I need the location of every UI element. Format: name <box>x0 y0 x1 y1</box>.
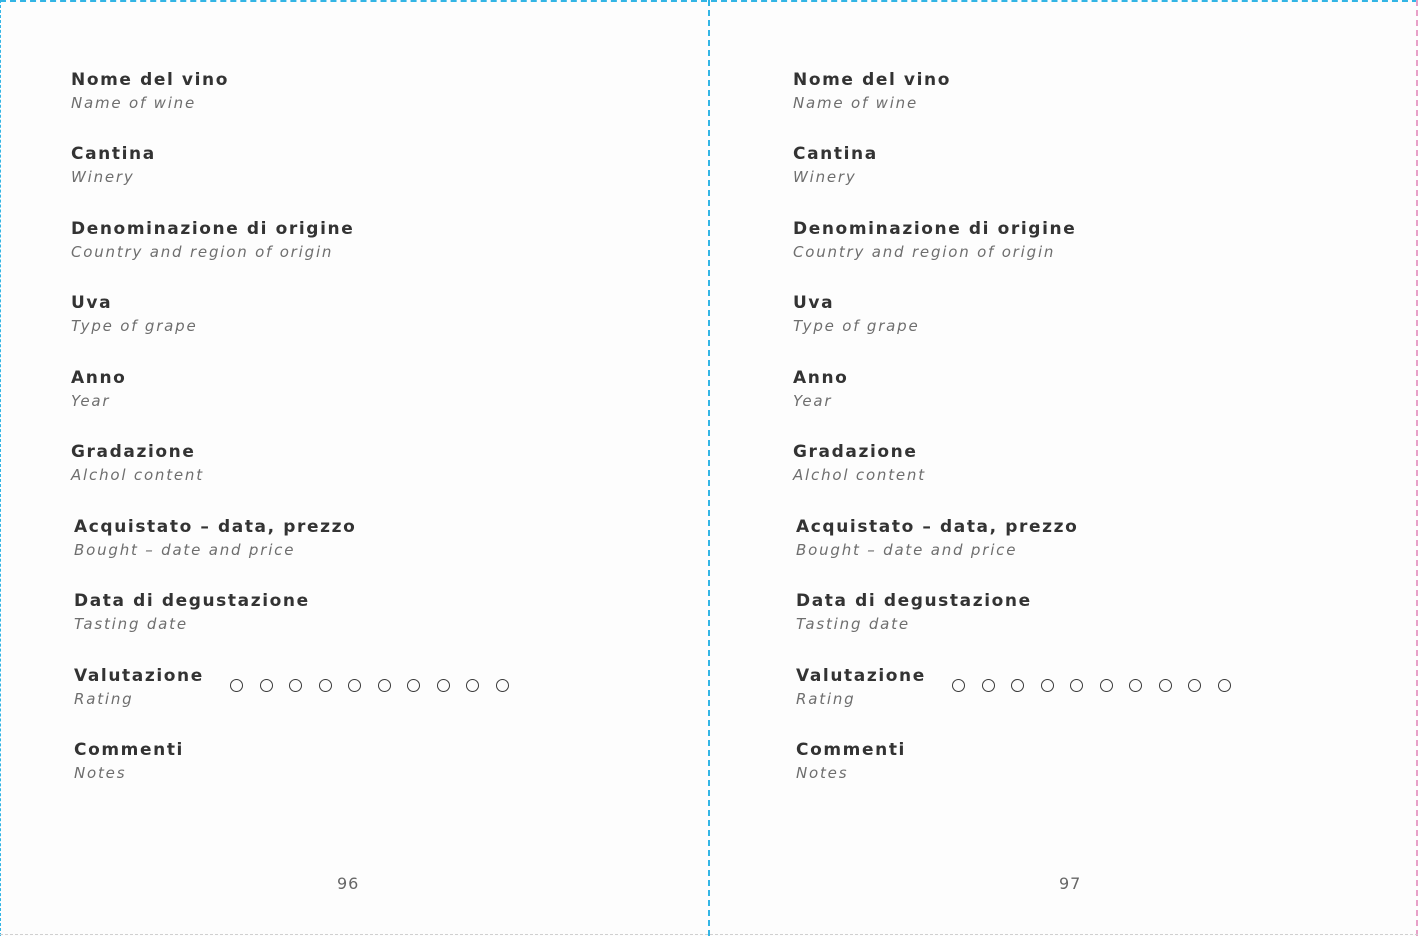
rating-circle-3[interactable] <box>289 679 302 692</box>
field-alcohol <box>793 441 926 485</box>
field-wine-name <box>793 69 951 113</box>
field-label: Anno <box>793 368 849 388</box>
field-label: Anno <box>71 368 127 388</box>
rating-circles <box>952 679 1231 692</box>
rating-circle-8[interactable] <box>1159 679 1172 692</box>
field-sublabel: Rating <box>74 690 134 708</box>
field-sublabel: Alchol content <box>71 466 204 484</box>
rating-circle-7[interactable] <box>407 679 420 692</box>
field-sublabel: Tasting date <box>74 615 188 633</box>
field-origin <box>793 218 1076 262</box>
field-label: Gradazione <box>793 442 918 462</box>
field-label: Cantina <box>793 144 878 164</box>
field-year <box>71 367 126 411</box>
rating-circle-10[interactable] <box>1218 679 1231 692</box>
rating-circle-4[interactable] <box>1041 679 1054 692</box>
field-label: Gradazione <box>71 442 196 462</box>
field-sublabel: Name of wine <box>71 94 197 112</box>
field-tasting-date <box>74 590 310 634</box>
field-label: Nome del vino <box>71 70 230 90</box>
rating-circle-6[interactable] <box>1100 679 1113 692</box>
rating-circle-6[interactable] <box>378 679 391 692</box>
rating-circle-5[interactable] <box>1070 679 1083 692</box>
field-winery <box>71 143 156 187</box>
rating-circle-2[interactable] <box>982 679 995 692</box>
field-sublabel: Notes <box>796 764 849 782</box>
field-alcohol <box>71 441 204 485</box>
page-right <box>710 0 1418 936</box>
rating-circle-9[interactable] <box>466 679 479 692</box>
page-number: 96 <box>337 874 360 893</box>
rating-circle-5[interactable] <box>348 679 361 692</box>
rating-circle-1[interactable] <box>230 679 243 692</box>
field-bought <box>796 516 1078 560</box>
field-winery <box>793 143 878 187</box>
rating-circle-8[interactable] <box>437 679 450 692</box>
field-label: Data di degustazione <box>796 591 1032 611</box>
field-notes <box>74 739 184 783</box>
rating-circles <box>230 679 509 692</box>
field-sublabel: Bought – date and price <box>74 541 296 559</box>
field-sublabel: Year <box>71 392 111 410</box>
field-label: Valutazione <box>74 666 204 686</box>
field-sublabel: Notes <box>74 764 127 782</box>
field-label: Data di degustazione <box>74 591 310 611</box>
field-label: Cantina <box>71 144 156 164</box>
field-grape <box>71 292 198 336</box>
field-sublabel: Year <box>793 392 833 410</box>
field-sublabel: Alchol content <box>793 466 926 484</box>
field-label: Uva <box>71 293 113 313</box>
field-rating <box>74 665 204 709</box>
field-tasting-date <box>796 590 1032 634</box>
field-sublabel: Bought – date and price <box>796 541 1018 559</box>
field-label: Valutazione <box>796 666 926 686</box>
field-sublabel: Name of wine <box>793 94 919 112</box>
field-sublabel: Type of grape <box>793 317 920 335</box>
field-bought <box>74 516 356 560</box>
field-label: Commenti <box>74 740 184 760</box>
field-notes <box>796 739 906 783</box>
field-sublabel: Country and region of origin <box>71 243 334 261</box>
field-label: Acquistato – data, prezzo <box>796 517 1079 537</box>
field-rating <box>796 665 926 709</box>
rating-circle-2[interactable] <box>260 679 273 692</box>
field-label: Uva <box>793 293 835 313</box>
field-wine-name <box>71 69 229 113</box>
rating-circle-4[interactable] <box>319 679 332 692</box>
field-label: Acquistato – data, prezzo <box>74 517 357 537</box>
field-label: Denominazione di origine <box>793 219 1077 239</box>
field-sublabel: Tasting date <box>796 615 910 633</box>
rating-circle-3[interactable] <box>1011 679 1024 692</box>
field-year <box>793 367 848 411</box>
rating-circle-7[interactable] <box>1129 679 1142 692</box>
field-grape <box>793 292 920 336</box>
page-number: 97 <box>1059 874 1082 893</box>
field-label: Nome del vino <box>793 70 952 90</box>
rating-circle-9[interactable] <box>1188 679 1201 692</box>
field-label: Commenti <box>796 740 906 760</box>
field-sublabel: Winery <box>71 168 135 186</box>
field-sublabel: Country and region of origin <box>793 243 1056 261</box>
field-sublabel: Rating <box>796 690 856 708</box>
field-sublabel: Type of grape <box>71 317 198 335</box>
rating-circle-1[interactable] <box>952 679 965 692</box>
field-origin <box>71 218 354 262</box>
field-sublabel: Winery <box>793 168 857 186</box>
rating-circle-10[interactable] <box>496 679 509 692</box>
field-label: Denominazione di origine <box>71 219 355 239</box>
